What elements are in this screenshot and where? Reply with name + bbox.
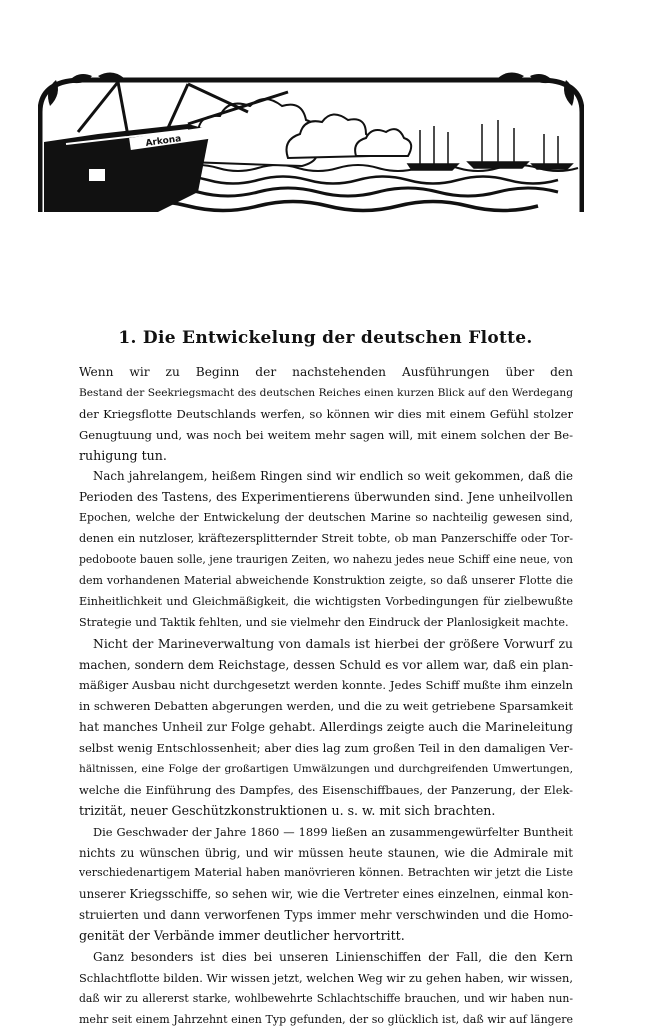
paragraph — [79, 466, 573, 633]
paragraph — [79, 634, 573, 822]
ship-name-label: Arkona — [145, 134, 182, 149]
text-line: Schlachtflotte bilden. Wir wissen jetzt, welchen Weg wir zu gehen haben, wir wissen, — [79, 970, 573, 985]
paragraph — [79, 947, 573, 1031]
text-line: Epochen, welche der Entwickelung der deutschen Marine so nachteilig gewesen sind, — [79, 511, 573, 525]
text-line: unserer Kriegsschiffe, so sehen wir, wie die Vertreter eines einzelnen, einmal kon- — [79, 887, 573, 902]
text-line: hat manches Unheil zur Folge gehabt. Allerdings zeigte auch die Marineleitung — [79, 720, 573, 735]
text-line: selbst wenig Entschlossenheit; aber dies lag zum großen Teil in den damaligen Ver- — [79, 741, 573, 756]
paragraph — [79, 362, 573, 466]
text-line: in schweren Debatten abgerungen werden, und die zu weit getriebene Sparsamkeit — [79, 699, 573, 714]
text-line: denen ein nutzloser, kräftezersplitternder Streit tobte, ob man Panzerschiffe oder Tor- — [79, 532, 573, 546]
text-line: Bestand der Seekriegsmacht des deutschen Reiches einen kurzen Blick auf den Werdegang — [79, 386, 573, 399]
text-line: dem vorhandenen Material abweichende Konstruktion zeigte, so daß unserer Flotte die — [79, 573, 573, 587]
text-line: ruhigung tun. — [79, 447, 167, 463]
text-line: Strategie und Taktik fehlten, und sie vielmehr den Eindruck der Planlosigkeit machte. — [79, 615, 569, 629]
text-line: Nach jahrelangem, heißem Ringen sind wir endlich so weit gekommen, daß die — [93, 469, 573, 484]
text-line: Wenn wir zu Beginn der nachstehenden Ausführungen über den — [79, 365, 573, 379]
text-line: machen, sondern dem Reichstage, dessen Schuld es vor allem war, daß ein plan- — [79, 657, 573, 672]
text-line: Die Geschwader der Jahre 1860 — 1899 ließen an zusammengewürfelter Buntheit — [93, 824, 573, 839]
chapter-title: 1. Die Entwickelung der deutschen Flotte. — [118, 328, 533, 348]
text-line: mehr seit einem Jahrzehnt einen Typ gefunden, der so glücklich ist, daß wir auf längere — [79, 1012, 573, 1026]
text-line: der Kriegsflotte Deutschlands werfen, so können wir dies mit einem Gefühl stolzer — [79, 406, 573, 421]
text-line: Nicht der Marineverwaltung von damals ist hierbei der größere Vorwurf zu — [93, 635, 573, 651]
text-line: trizität, neuer Geschützkonstruktionen u. s. w. mit sich brachten. — [79, 802, 496, 818]
text-line: mäßiger Ausbau nicht durchgesetzt werden konnte. Jedes Schiff mußte ihm einzeln — [79, 678, 573, 693]
text-line: hältnissen, eine Folge der großartigen Umwälzungen und durchgreifenden Umwertungen, — [79, 762, 573, 775]
text-line: Perioden des Tastens, des Experimentierens überwunden sind. Jene unheilvollen — [79, 490, 573, 505]
text-line: genität der Verbände immer deutlicher hervortritt. — [79, 928, 405, 944]
body-text — [79, 362, 573, 1031]
text-line: nichts zu wünschen übrig, und wir müssen heute staunen, wie die Admirale mit — [79, 845, 573, 860]
text-line: daß wir zu allererst starke, wohlbewehrte Schlachtschiffe brauchen, und wir haben nun- — [79, 991, 573, 1005]
paragraph — [79, 822, 573, 947]
text-line: verschiedenartigem Material haben manövrieren können. Betrachten wir jetzt die Liste — [79, 866, 573, 880]
text-line: pedoboote bauen solle, jene traurigen Zeiten, wo nahezu jedes neue Schiff eine neue, von — [79, 553, 573, 567]
text-line: struierten und dann verworfenen Typs immer mehr verschwinden und die Homo- — [79, 908, 573, 923]
header-illustration — [38, 72, 584, 220]
text-line: Einheitlichkeit und Gleichmäßigkeit, die wichtigsten Vorbedingungen für zielbewußte — [79, 594, 573, 608]
text-line: welche die Einführung des Dampfes, des Eisenschiffbaues, der Panzerung, der Elek- — [79, 782, 573, 797]
text-line: Ganz besonders ist dies bei unseren Linienschiffen der Fall, die den Kern — [93, 950, 573, 964]
text-line: Genugtuung und, was noch bei weitem mehr sagen will, mit einem solchen der Be- — [79, 427, 573, 442]
naval-battle-illustration — [38, 72, 584, 220]
